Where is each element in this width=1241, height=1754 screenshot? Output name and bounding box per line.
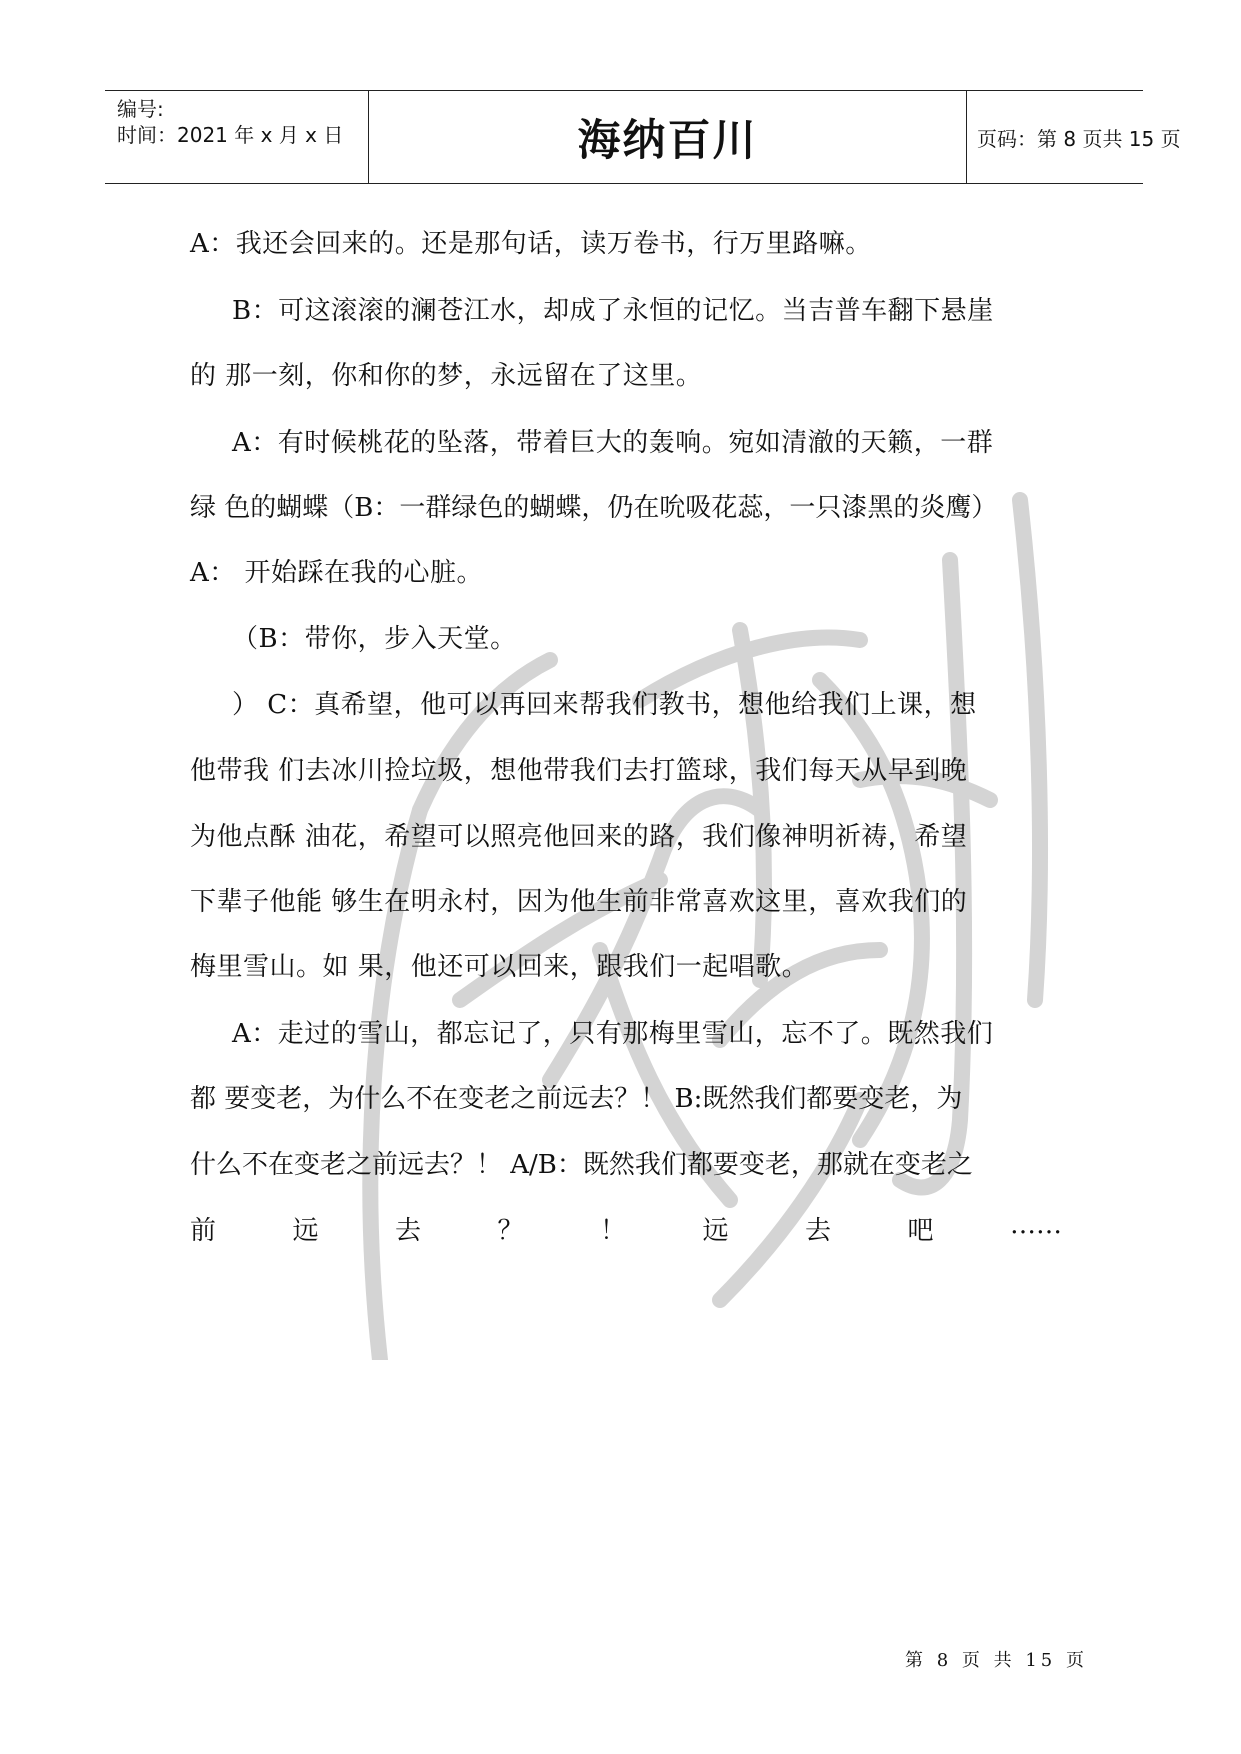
last-line-token: 吧 xyxy=(907,1216,934,1246)
justified-last-line xyxy=(190,1210,1062,1247)
last-line-token: ！ xyxy=(600,1216,627,1246)
document-header xyxy=(105,90,1181,184)
body-line: 为他点酥 油花，希望可以照亮他回来的路，我们像神明祈祷，希望 xyxy=(190,822,968,852)
serial-number-label: 编号: xyxy=(117,97,164,121)
header-left-cell xyxy=(105,91,369,183)
header-right-cell xyxy=(967,91,1181,183)
page-code: 页码：第 8 页共 15 页 xyxy=(977,126,1181,151)
last-line-token: 远 xyxy=(702,1216,729,1246)
body-line: 他带我 们去冰川捡垃圾，想他带我们去打篮球，我们每天从早到晚 xyxy=(190,756,968,786)
body-line: ） C：真希望，他可以再回来帮我们教书，想他给我们上课，想 xyxy=(232,690,977,720)
body-line: 都 要变老，为什么不在变老之前远去？！ B:既然我们都要变老，为 xyxy=(190,1084,963,1114)
body-line: A： 开始踩在我的心脏。 xyxy=(190,558,484,588)
last-line-token: 前 xyxy=(190,1216,217,1246)
body-line: （B：带你，步入天堂。 xyxy=(232,624,517,654)
body-line: 绿 色的蝴蝶（B：一群绿色的蝴蝶，仍在吮吸花蕊，一只漆黑的炎鹰） xyxy=(190,493,998,523)
last-line-token: 远 xyxy=(292,1216,319,1246)
body-line: 下辈子他能 够生在明永村，因为他生前非常喜欢这里，喜欢我们的 xyxy=(190,887,968,917)
last-line-token: 去 xyxy=(395,1216,422,1246)
body-line: A：有时候桃花的坠落，带着巨大的轰响。宛如清澈的天籁，一群 xyxy=(232,428,994,458)
body-line: 的 那一刻，你和你的梦，永远留在了这里。 xyxy=(190,361,703,391)
body-line: 梅里雪山。如 果，他还可以回来，跟我们一起唱歌。 xyxy=(190,952,809,982)
date-line: 时间：2021 年 x 月 x 日 xyxy=(117,123,344,147)
body-line: 什么不在变老之前远去？！ A/B：既然我们都要变老，那就在变老之 xyxy=(190,1150,973,1180)
last-line-token: …… xyxy=(1010,1210,1062,1240)
body-line: A：我还会回来的。还是那句话，读万卷书，行万里路嘛。 xyxy=(190,229,872,259)
last-line-token: 去 xyxy=(805,1216,832,1246)
body-line: A：走过的雪山，都忘记了，只有那梅里雪山，忘不了。既然我们 xyxy=(232,1019,994,1049)
page-footer: 第 8 页 共 15 页 xyxy=(905,1650,1088,1671)
document-title: 海纳百川 xyxy=(577,115,758,166)
header-center-cell xyxy=(369,91,967,183)
last-line-token: ？ xyxy=(497,1216,524,1246)
body-line: B：可这滚滚的澜苍江水，却成了永恒的记忆。当吉普车翻下悬崖 xyxy=(232,296,994,326)
